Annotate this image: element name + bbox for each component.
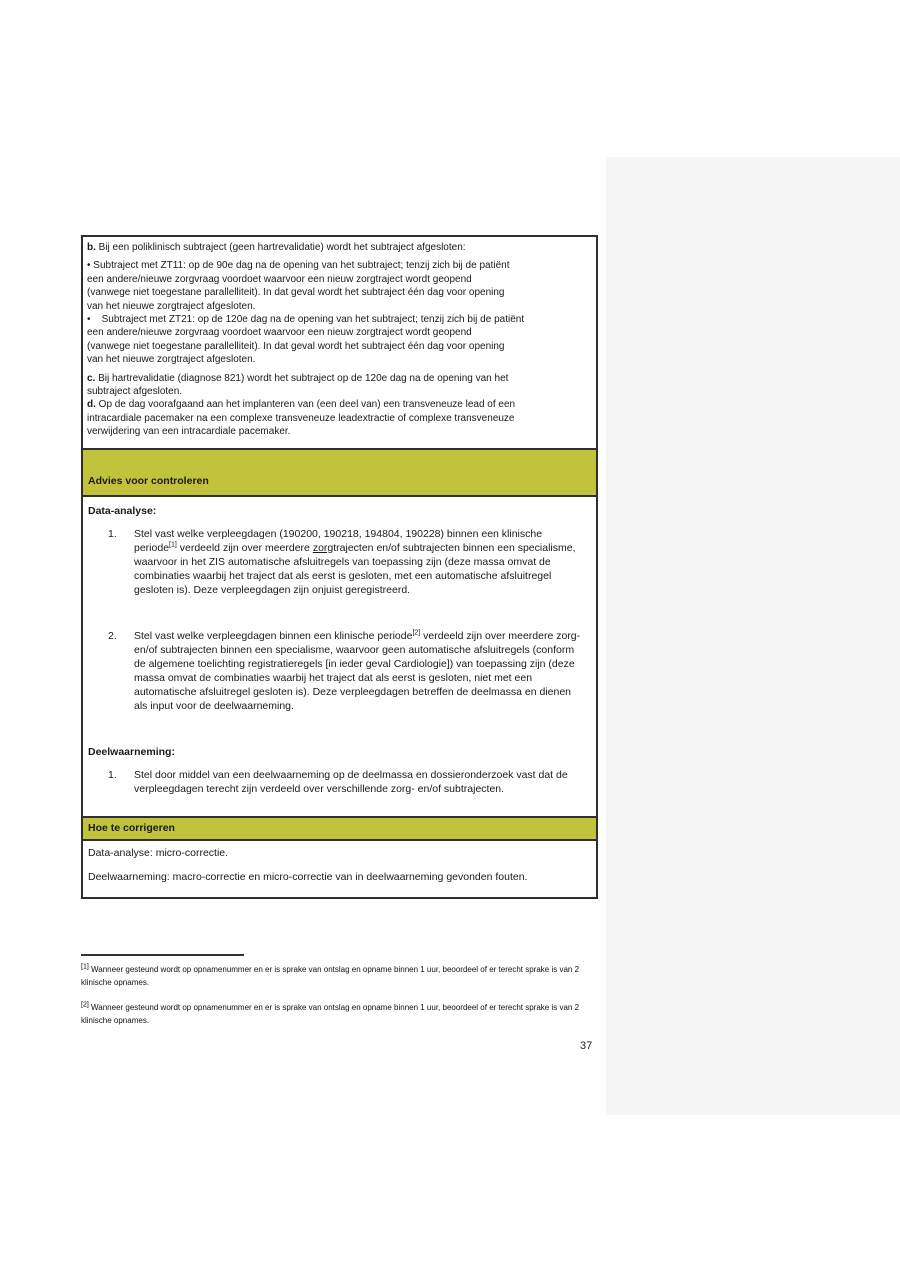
correctie-line: Deelwaarneming: macro-correctie en micro-correctie van in deelwaarneming gevonden fouten. [88, 871, 528, 884]
footnotes [81, 954, 599, 1039]
section-header-label: Hoe te corrigeren [88, 821, 175, 834]
text-line: • Subtraject met ZT11: op de 90e dag na de opening van het subtraject; tenzij zich bij de patiënt [87, 260, 510, 272]
correctie-cell [83, 841, 596, 897]
list-item-text: Stel vast welke verpleegdagen (190200, 190218, 194804, 190228) binnen een klinische periode[1] verdeeld zijn over meerdere zorgtrajecten en/of subtrajecten binnen een specialisme, waarvoor in het ZIS automatische afsluitregels van toepassing zijn (deze massa omvat de combinaties waarbij het traject dat als eerst is gesloten, met een automatische afsluitregel gesloten is). Deze verpleegdagen zijn onjuist geregistreerd. [134, 527, 576, 596]
text-line: c. Bij hartrevalidatie (diagnose 821) wordt het subtraject op de 120e dag na de opening van het [87, 372, 509, 384]
side-panel [606, 157, 900, 1115]
text-line: (vanwege niet toegestane parallelliteit). In dat geval wordt het subtraject één dag voor opening [87, 287, 505, 299]
section-header-advies [83, 448, 596, 497]
list-number: 1. [108, 527, 117, 540]
text-line: verwijdering van een intracardiale pacemaker. [87, 426, 291, 438]
list-item-text: Stel vast welke verpleegdagen binnen een klinische periode[2] verdeeld zijn over meerdere zorg- en/of subtrajecten binnen een specialisme, waarvoor geen automatische afsluitregels (conform de algemene toelichting registratieregels [in ieder geval Cardiologie]) van toepassing zijn (deze massa omvat de combinaties waarbij het traject dat als eerst is gesloten, niet met een automatische afsluitregel gesloten is). Deze verpleegdagen betreffen de deelmassa en dienen als input voor de deelwaarneming. [134, 629, 581, 712]
list-number: 2. [108, 629, 117, 642]
text-line: een andere/nieuwe zorgvraag voordoet waarvoor een nieuw zorgtraject wordt geopend [87, 327, 472, 339]
text-line: van het nieuwe zorgtraject afgesloten. [87, 300, 256, 312]
footnote-separator [81, 954, 244, 956]
list-item [108, 768, 591, 796]
deelwaarneming-heading: Deelwaarneming: [88, 745, 175, 758]
footnote [81, 1001, 599, 1027]
correctie-line: Data-analyse: micro-correctie. [88, 846, 229, 859]
list-item-text: Stel door middel van een deelwaarneming op de deelmassa en dossieronderzoek vast dat de verpleegdagen terecht zijn verdeeld over verschillende zorg- en/of subtrajecten. [134, 768, 568, 795]
control-table [81, 235, 598, 899]
text-line: b. Bij een poliklinisch subtraject (geen hartrevalidatie) wordt het subtraject afgesloten: [87, 242, 466, 253]
list-number: 1. [108, 768, 117, 781]
text-line: intracardiale pacemaker na een complexe transveneuze leadextractie of complexe transveneuze [87, 412, 515, 424]
footnote-text: Wanneer gesteund wordt op opnamenummer en er is sprake van ontslag en opname binnen 1 uur, beoordeel of er terecht sprake is van 2 klinische opnames. [81, 1003, 580, 1025]
section-header-label: Advies voor controleren [88, 474, 209, 487]
text-line: (vanwege niet toegestane parallelliteit). In dat geval wordt het subtraject één dag voor opening [87, 340, 505, 352]
page-number: 37 [580, 1040, 593, 1052]
footnote [81, 963, 599, 989]
footnote-ref: [1] [169, 541, 177, 549]
footnote-marker: [2] [81, 1001, 89, 1009]
list-item [108, 629, 591, 713]
footnote-text: Wanneer gesteund wordt op opnamenummer en er is sprake van ontslag en opname binnen 1 uur, beoordeel of er terecht sprake is van 2 klinische opnames. [81, 965, 580, 987]
footnote-marker: [1] [81, 963, 89, 971]
section-header-hoe [83, 816, 596, 841]
advies-body-cell [83, 497, 596, 816]
text-line: subtraject afgesloten. [87, 386, 183, 398]
footnote-ref: [2] [412, 629, 421, 637]
text-line: d. Op de dag voorafgaand aan het implanteren van (een deel van) een transveneuze lead of een [87, 399, 516, 411]
data-analyse-heading: Data-analyse: [88, 504, 157, 517]
list-item [108, 527, 591, 597]
text-line: van het nieuwe zorgtraject afgesloten. [87, 354, 256, 366]
subtraject-rules-block [83, 237, 596, 448]
text-line: • Subtraject met ZT21: op de 120e dag na de opening van het subtraject; tenzij zich bij de patiënt [87, 314, 525, 326]
text-line: een andere/nieuwe zorgvraag voordoet waarvoor een nieuw zorgtraject wordt geopend [87, 273, 472, 285]
